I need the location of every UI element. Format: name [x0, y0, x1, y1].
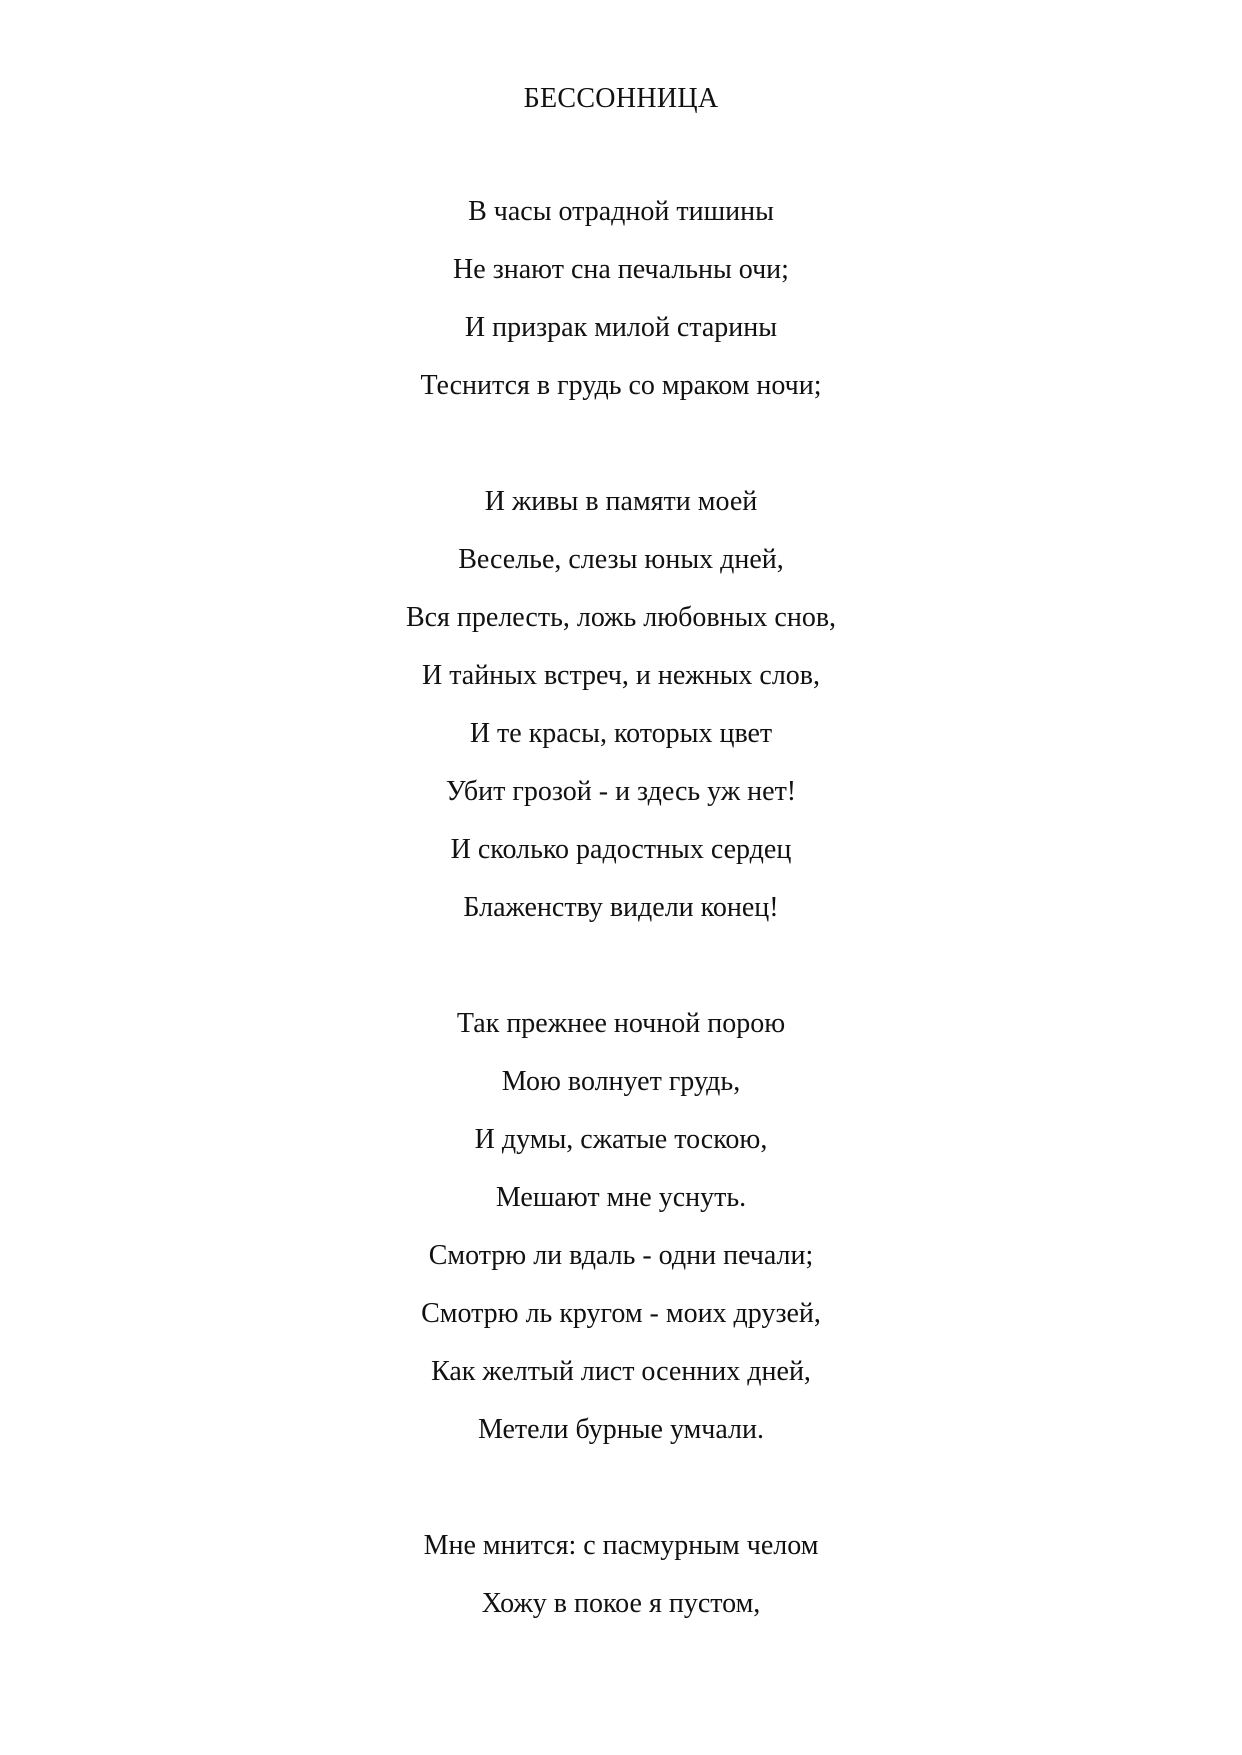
poem-line: Смотрю ли вдаль - одни печали;: [428, 1240, 814, 1271]
poem-line: Мешают мне уснуть.: [495, 1182, 747, 1213]
stanza-3: [0, 1007, 1242, 1471]
poem-line: И сколько радостных сердец: [450, 834, 792, 865]
poem-line: Так прежнее ночной порою: [456, 1008, 786, 1039]
poem-line: И тайных встреч, и нежных слов,: [421, 660, 821, 691]
stanza-1: [0, 195, 1242, 427]
poem-line: Не знают сна печальны очи;: [453, 254, 789, 285]
poem-body: [0, 195, 1242, 1645]
poem-line: Как желтый лист осенних дней,: [431, 1356, 811, 1387]
poem-line: И думы, сжатые тоскою,: [474, 1124, 768, 1155]
poem-line: Мою волнует грудь,: [501, 1066, 741, 1097]
poem-line: Убит грозой - и здесь уж нет!: [445, 776, 797, 807]
poem-line: И те красы, которых цвет: [469, 718, 773, 749]
poem-line: В часы отрадной тишины: [468, 196, 774, 227]
poem-line: Метели бурные умчали.: [477, 1414, 765, 1445]
poem-line: Хожу в покое я пустом,: [481, 1588, 761, 1619]
poem-line: Веселье, слезы юных дней,: [458, 544, 784, 575]
poem-title: БЕССОННИЦА: [523, 83, 719, 114]
poem-line: Теснится в грудь со мраком ночи;: [420, 370, 822, 401]
stanza-4: [0, 1529, 1242, 1645]
poem-line: И живы в памяти моей: [484, 486, 758, 517]
poem-line: Блаженству видели конец!: [463, 892, 779, 923]
poem-line: Вся прелесть, ложь любовных снов,: [405, 602, 837, 633]
poem-line: Мне мнится: с пасмурным челом: [423, 1530, 819, 1561]
stanza-2: [0, 485, 1242, 949]
poem-line: Смотрю ль кругом - моих друзей,: [421, 1298, 821, 1329]
poem-line: И призрак милой старины: [464, 312, 778, 343]
